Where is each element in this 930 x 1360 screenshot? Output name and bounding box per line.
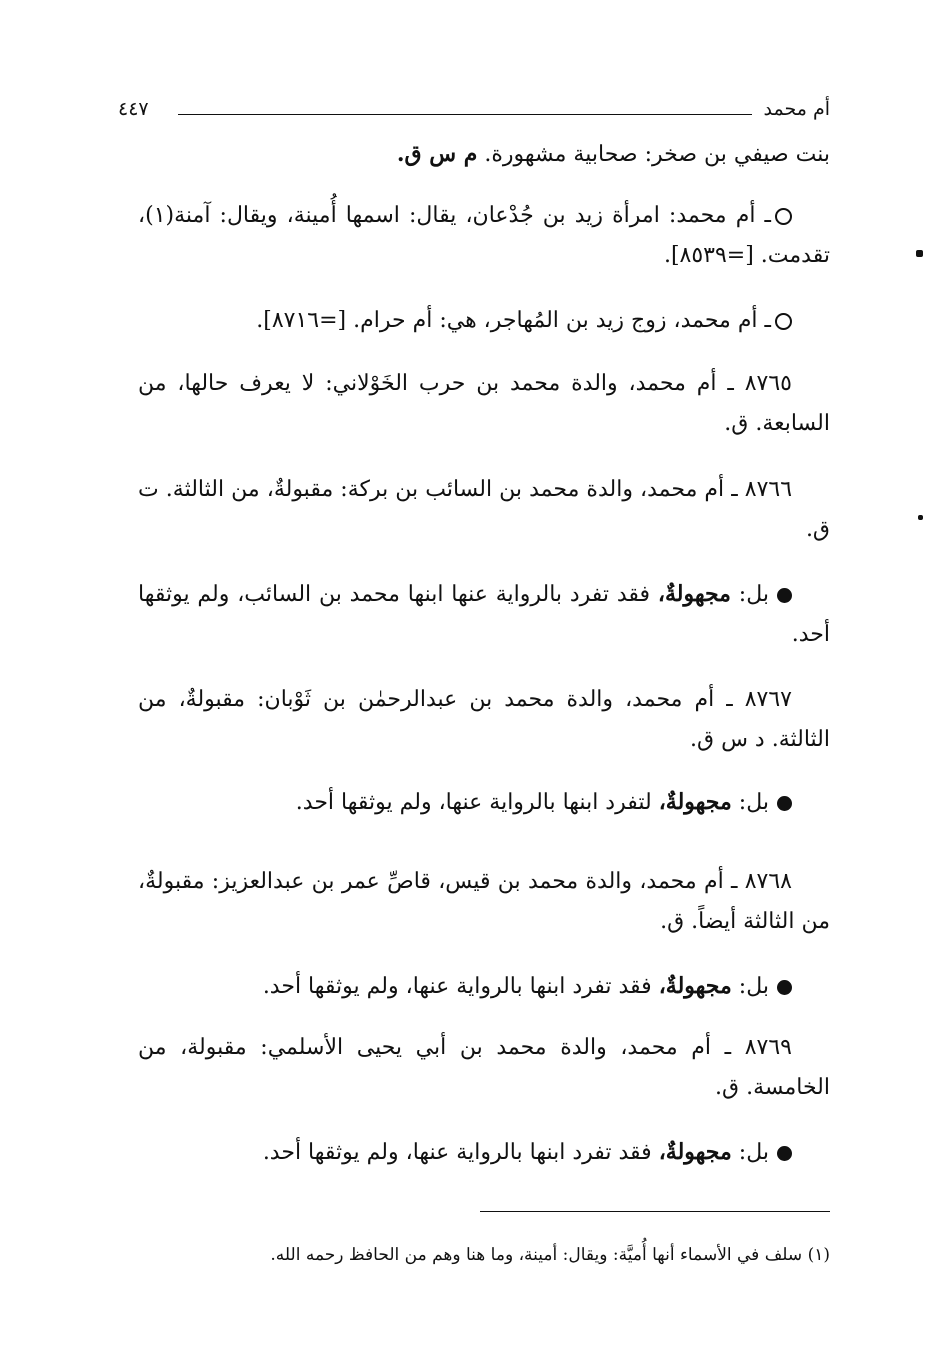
rejoinder-text: فقد تفرد ابنها بالرواية عنها، ولم يوثقها أحد. (262, 974, 652, 999)
page-number: ٤٤٧ (118, 98, 149, 120)
entry-text: ـ أم محمد، والدة محمد بن حرب الخَوْلاني: لا يعرف حالها، من السابعة. ق. (138, 371, 830, 436)
rejoinder-verdict: مجهولةٌ، (657, 581, 731, 607)
footnote-rule (480, 1211, 830, 1212)
running-header (118, 92, 830, 122)
rejoinder-8766 (138, 574, 830, 655)
entry-8767 (138, 680, 830, 760)
bullet-icon (777, 1146, 792, 1161)
entry-8766 (138, 470, 830, 550)
header-title: أم محمد (763, 98, 830, 120)
entry-text: ـ أم محمد، والدة محمد بن عبدالرحمٰن بن ثَوْبان: مقبولةٌ، من الثالثة. د س ق. (138, 687, 830, 752)
entry-number: ٨٧٦٨ (744, 869, 792, 894)
entry-prefix: ـ (764, 203, 771, 228)
rejoinder-8769 (166, 1132, 830, 1173)
bullet-icon (777, 980, 792, 995)
rejoinder-8768 (166, 966, 830, 1007)
entry-text: أم محمد، زوج زيد بن المُهاجر، هي: أم حرام. [=٨٧١٦]. (256, 308, 758, 333)
entry-text: ـ أم محمد، والدة محمد بن أبي يحيى الأسلمي: مقبولة، من الخامسة. ق. (138, 1035, 830, 1100)
entry-8765 (138, 364, 830, 444)
entry-prefix: ـ (764, 308, 771, 333)
entry-text: أم محمد: امرأة زيد بن جُدْعان، يقال: اسمها أُمينة، ويقال: آمنة(١)، تقدمت. [=٨٥٣٩]. (138, 203, 830, 268)
continuation-line (138, 134, 830, 175)
rejoinder-label: بل: (738, 582, 769, 607)
bullet-icon (777, 796, 792, 811)
rejoinder-8767 (166, 782, 830, 823)
rejoinder-label: بل: (738, 790, 769, 815)
entry-text: ـ أم محمد، والدة محمد بن قيس، قاصِّ عمر بن عبدالعزيز: مقبولةٌ، من الثالثة أيضاً. ق. (138, 869, 830, 934)
scan-edge-mark (916, 250, 923, 257)
entry-text: ـ أم محمد، والدة محمد بن السائب بن بركة: مقبولةٌ، من الثالثة. ت ق. (138, 477, 830, 542)
entry-cross-ref-2 (138, 301, 830, 341)
scan-edge-mark (918, 515, 923, 520)
rejoinder-label: بل: (738, 974, 769, 999)
rejoinder-verdict: مجهولةٌ، (658, 973, 732, 999)
header-rule (178, 114, 752, 115)
entry-8768 (138, 862, 830, 942)
entry-number: ٨٧٦٧ (744, 687, 792, 712)
continuation-text: بنت صيفي بن صخر: صحابية مشهورة. (484, 142, 830, 167)
rejoinder-text: لتفرد ابنها بالرواية عنها، ولم يوثقها أحد. (295, 790, 652, 815)
rejoinder-verdict: مجهولةٌ، (658, 789, 732, 815)
open-circle-icon (775, 313, 792, 330)
entry-cross-ref-1 (138, 196, 830, 276)
rejoinder-text: فقد تفرد بالرواية عنها ابنها محمد بن السائب، ولم يوثقها أحد. (138, 582, 830, 647)
rejoinder-text: فقد تفرد ابنها بالرواية عنها، ولم يوثقها أحد. (262, 1140, 652, 1165)
rejoinder-verdict: مجهولةٌ، (658, 1139, 732, 1165)
rejoinder-label: بل: (738, 1140, 769, 1165)
entry-number: ٨٧٦٦ (744, 477, 793, 502)
entry-8769 (138, 1028, 830, 1108)
open-circle-icon (775, 208, 792, 225)
entry-number: ٨٧٦٥ (744, 371, 792, 396)
bullet-icon (777, 588, 792, 603)
footnote (138, 1241, 830, 1269)
continuation-sigla: م س ق. (396, 141, 478, 167)
footnote-text: (١) سلف في الأسماء أنها أُميَّة: ويقال: أمينة، وما هنا وهم من الحافظ رحمه الله. (270, 1245, 830, 1265)
entry-number: ٨٧٦٩ (744, 1035, 792, 1060)
